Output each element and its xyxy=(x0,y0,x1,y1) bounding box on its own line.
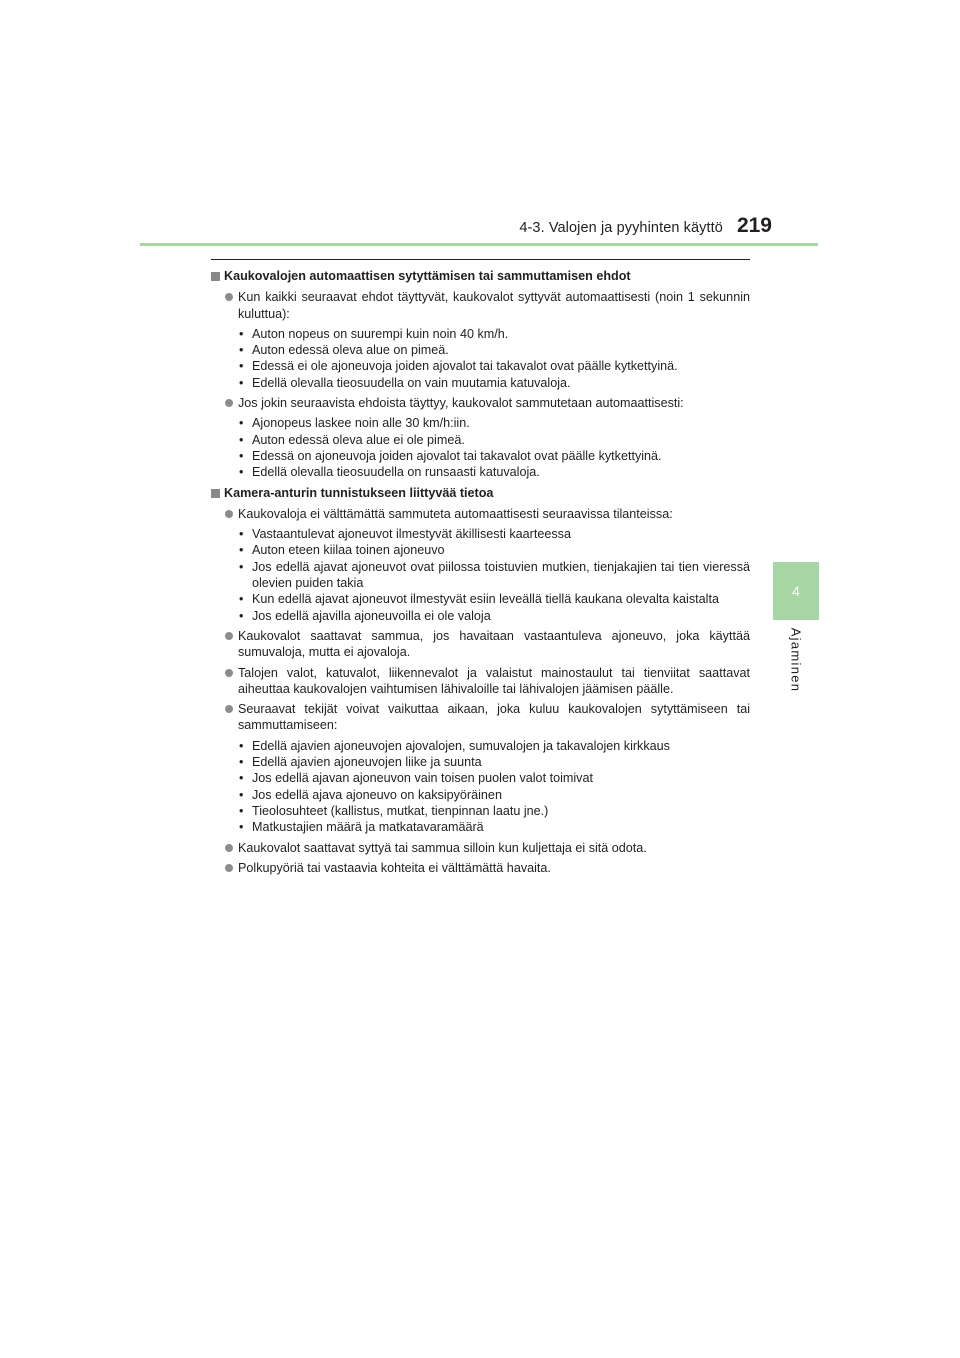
square-bullet-icon xyxy=(211,489,220,498)
sub-list xyxy=(211,326,750,391)
bullet-paragraph: Kaukovalot saattavat syttyä tai sammua silloin kun kuljettaja ei sitä odota. xyxy=(211,840,750,856)
list-item: • Auton eteen kiilaa toinen ajoneuvo xyxy=(239,543,445,558)
content-rule xyxy=(211,259,750,260)
list-item: • Ajonopeus laskee noin alle 30 km/h:iin. xyxy=(239,416,470,431)
list-item: • Kun edellä ajavat ajoneuvot ilmestyvät esiin leveällä tiellä kaukana olevalta kaistalta xyxy=(239,592,719,607)
round-bullet-icon xyxy=(225,669,233,677)
list-item: • Auton nopeus on suurempi kuin noin 40 km/h. xyxy=(239,326,509,341)
bullet-paragraph: Jos jokin seuraavista ehdoista täyttyy, kaukovalot sammutetaan automaattisesti: xyxy=(211,395,750,411)
round-bullet-icon xyxy=(225,705,233,713)
list-item: • Jos edellä ajavat ajoneuvot ovat piilossa toistuvien mutkien, tienjakajien tai tien vieressä olevien puiden takia xyxy=(239,559,750,591)
page-header xyxy=(480,214,772,238)
list-item: • Edellä ajavien ajoneuvojen liike ja suunta xyxy=(239,755,482,770)
round-bullet-icon xyxy=(225,293,233,301)
list-item: • Edessä on ajoneuvoja joiden ajovalot tai takavalot ovat päälle kytkettyinä. xyxy=(239,448,662,463)
round-bullet-icon xyxy=(225,632,233,640)
page-number: 219 xyxy=(736,214,772,237)
bullet-paragraph: Kaukovalot saattavat sammua, jos havaitaan vastaantuleva ajoneuvo, joka käyttää sumuvaloja, mutta ei ajovaloja. xyxy=(211,628,750,661)
section-heading-1: Kaukovalojen automaattisen sytyttämisen tai sammuttamisen ehdot xyxy=(211,268,750,284)
list-item: • Edellä olevalla tieosuudella on vain muutamia katuvaloja. xyxy=(239,375,571,390)
bullet-paragraph: Kun kaikki seuraavat ehdot täyttyvät, kaukovalot syttyvät automaattisesti (noin 1 sekunnin kuluttua): xyxy=(211,289,750,322)
chapter-tab xyxy=(773,562,819,620)
list-item: • Edessä ei ole ajoneuvoja joiden ajovalot tai takavalot ovat päälle kytkettyinä. xyxy=(239,359,678,374)
bullet-paragraph: Talojen valot, katuvalot, liikennevalot ja valaistut mainostaulut tai tienviitat saattavat aiheuttaa kaukovalojen vaihtumisen lähivaloille tai lähivalojen jäämisen päälle. xyxy=(211,665,750,698)
list-item: • Auton edessä oleva alue on pimeä. xyxy=(239,343,449,358)
section-heading-2: Kamera-anturin tunnistukseen liittyvää tietoa xyxy=(211,485,750,501)
list-item: • Vastaantulevat ajoneuvot ilmestyvät äkillisesti kaarteessa xyxy=(239,527,571,542)
list-item: • Jos edellä ajavilla ajoneuvoilla ei ole valoja xyxy=(239,608,491,623)
square-bullet-icon xyxy=(211,272,220,281)
bullet-paragraph: Seuraavat tekijät voivat vaikuttaa aikaan, joka kuluu kaukovalojen sytyttämiseen tai sammuttamiseen: xyxy=(211,701,750,734)
sub-list xyxy=(211,526,750,624)
sub-list xyxy=(211,738,750,836)
list-item: • Jos edellä ajavan ajoneuvon vain toisen puolen valot toimivat xyxy=(239,771,593,786)
round-bullet-icon xyxy=(225,510,233,518)
bullet-paragraph: Kaukovaloja ei välttämättä sammuteta automaattisesti seuraavissa tilanteissa: xyxy=(211,506,750,522)
list-item: • Edellä ajavien ajoneuvojen ajovalojen, sumuvalojen ja takavalojen kirkkaus xyxy=(239,738,670,753)
section-title: 4-3. Valojen ja pyyhinten käyttö xyxy=(519,220,723,236)
list-item: • Auton edessä oleva alue ei ole pimeä. xyxy=(239,432,465,447)
chapter-label: Ajaminen xyxy=(788,627,804,693)
sub-list xyxy=(211,415,750,480)
chapter-number: 4 xyxy=(792,583,800,599)
list-item: • Tieolosuhteet (kallistus, mutkat, tienpinnan laatu jne.) xyxy=(239,803,549,818)
list-item: • Jos edellä ajava ajoneuvo on kaksipyöräinen xyxy=(239,787,502,802)
round-bullet-icon xyxy=(225,844,233,852)
page-content xyxy=(211,268,750,880)
list-item: • Matkustajien määrä ja matkatavaramäärä xyxy=(239,820,484,835)
round-bullet-icon xyxy=(225,864,233,872)
round-bullet-icon xyxy=(225,399,233,407)
header-rule xyxy=(140,243,818,246)
list-item: • Edellä olevalla tieosuudella on runsaasti katuvaloja. xyxy=(239,465,540,480)
bullet-paragraph: Polkupyöriä tai vastaavia kohteita ei välttämättä havaita. xyxy=(211,860,750,876)
